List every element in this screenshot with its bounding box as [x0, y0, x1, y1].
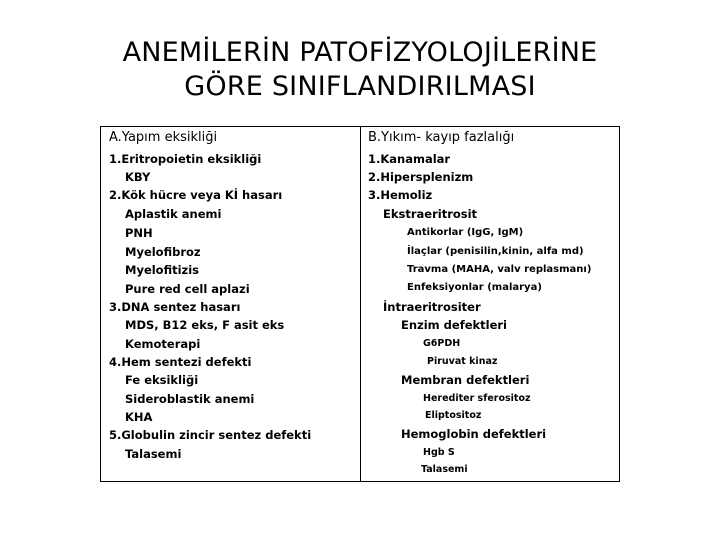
slide-title	[0, 36, 720, 104]
list-item: KBY	[125, 170, 151, 184]
right-column-header: B.Yıkım- kayıp fazlalığı	[368, 130, 515, 145]
list-item: Myelofibroz	[125, 245, 201, 259]
list-item: Talasemi	[421, 464, 468, 475]
list-item: Talasemi	[125, 447, 182, 461]
list-item: Travma (MAHA, valv replasmanı)	[407, 264, 592, 275]
list-item: MDS, B12 eks, F asit eks	[125, 318, 285, 332]
list-item: Sideroblastik anemi	[125, 392, 255, 406]
list-item: Aplastik anemi	[125, 207, 222, 221]
list-item: İntraeritrositer	[383, 300, 481, 314]
list-item: Ekstraeritrosit	[383, 207, 478, 221]
list-item: Antikorlar (IgG, IgM)	[407, 227, 524, 238]
list-item: 3.Hemoliz	[368, 188, 433, 202]
list-item: Pure red cell aplazi	[125, 282, 250, 296]
list-item: 5.Globulin zincir sentez defekti	[109, 428, 312, 442]
list-item: G6PDH	[423, 338, 461, 349]
classification-table	[100, 126, 620, 482]
list-item: Piruvat kinaz	[427, 356, 498, 367]
list-item: PNH	[125, 226, 153, 240]
list-item: Fe eksikliği	[125, 373, 199, 387]
list-item: Hgb S	[423, 447, 455, 458]
list-item: Enfeksiyonlar (malarya)	[407, 282, 542, 293]
list-item: 2.Kök hücre veya Kİ hasarı	[109, 188, 283, 202]
list-item: 1.Kanamalar	[368, 152, 451, 166]
list-item: Membran defektleri	[401, 373, 530, 387]
list-item: 4.Hem sentezi defekti	[109, 355, 252, 369]
destruction-loss-column	[361, 127, 619, 481]
list-item: Myelofitizis	[125, 263, 200, 277]
list-item: Eliptositoz	[425, 410, 482, 421]
list-item: Kemoterapi	[125, 337, 201, 351]
list-item: Herediter sferositoz	[423, 393, 531, 404]
list-item: 3.DNA sentez hasarı	[109, 300, 241, 314]
list-item: 2.Hipersplenizm	[368, 170, 474, 184]
list-item: Hemoglobin defektleri	[401, 427, 547, 441]
production-deficiency-column	[101, 127, 361, 481]
list-item: KHA	[125, 410, 153, 424]
left-column-header: A.Yapım eksikliği	[109, 130, 218, 145]
title-line-1: ANEMİLERİN PATOFİZYOLOJİLERİNE	[122, 37, 598, 68]
list-item: 1.Eritropoietin eksikliği	[109, 152, 262, 166]
list-item: Enzim defektleri	[401, 318, 507, 332]
title-line-2: GÖRE SINIFLANDIRILMASI	[184, 71, 536, 102]
list-item: İlaçlar (penisilin,kinin, alfa md)	[407, 246, 584, 257]
